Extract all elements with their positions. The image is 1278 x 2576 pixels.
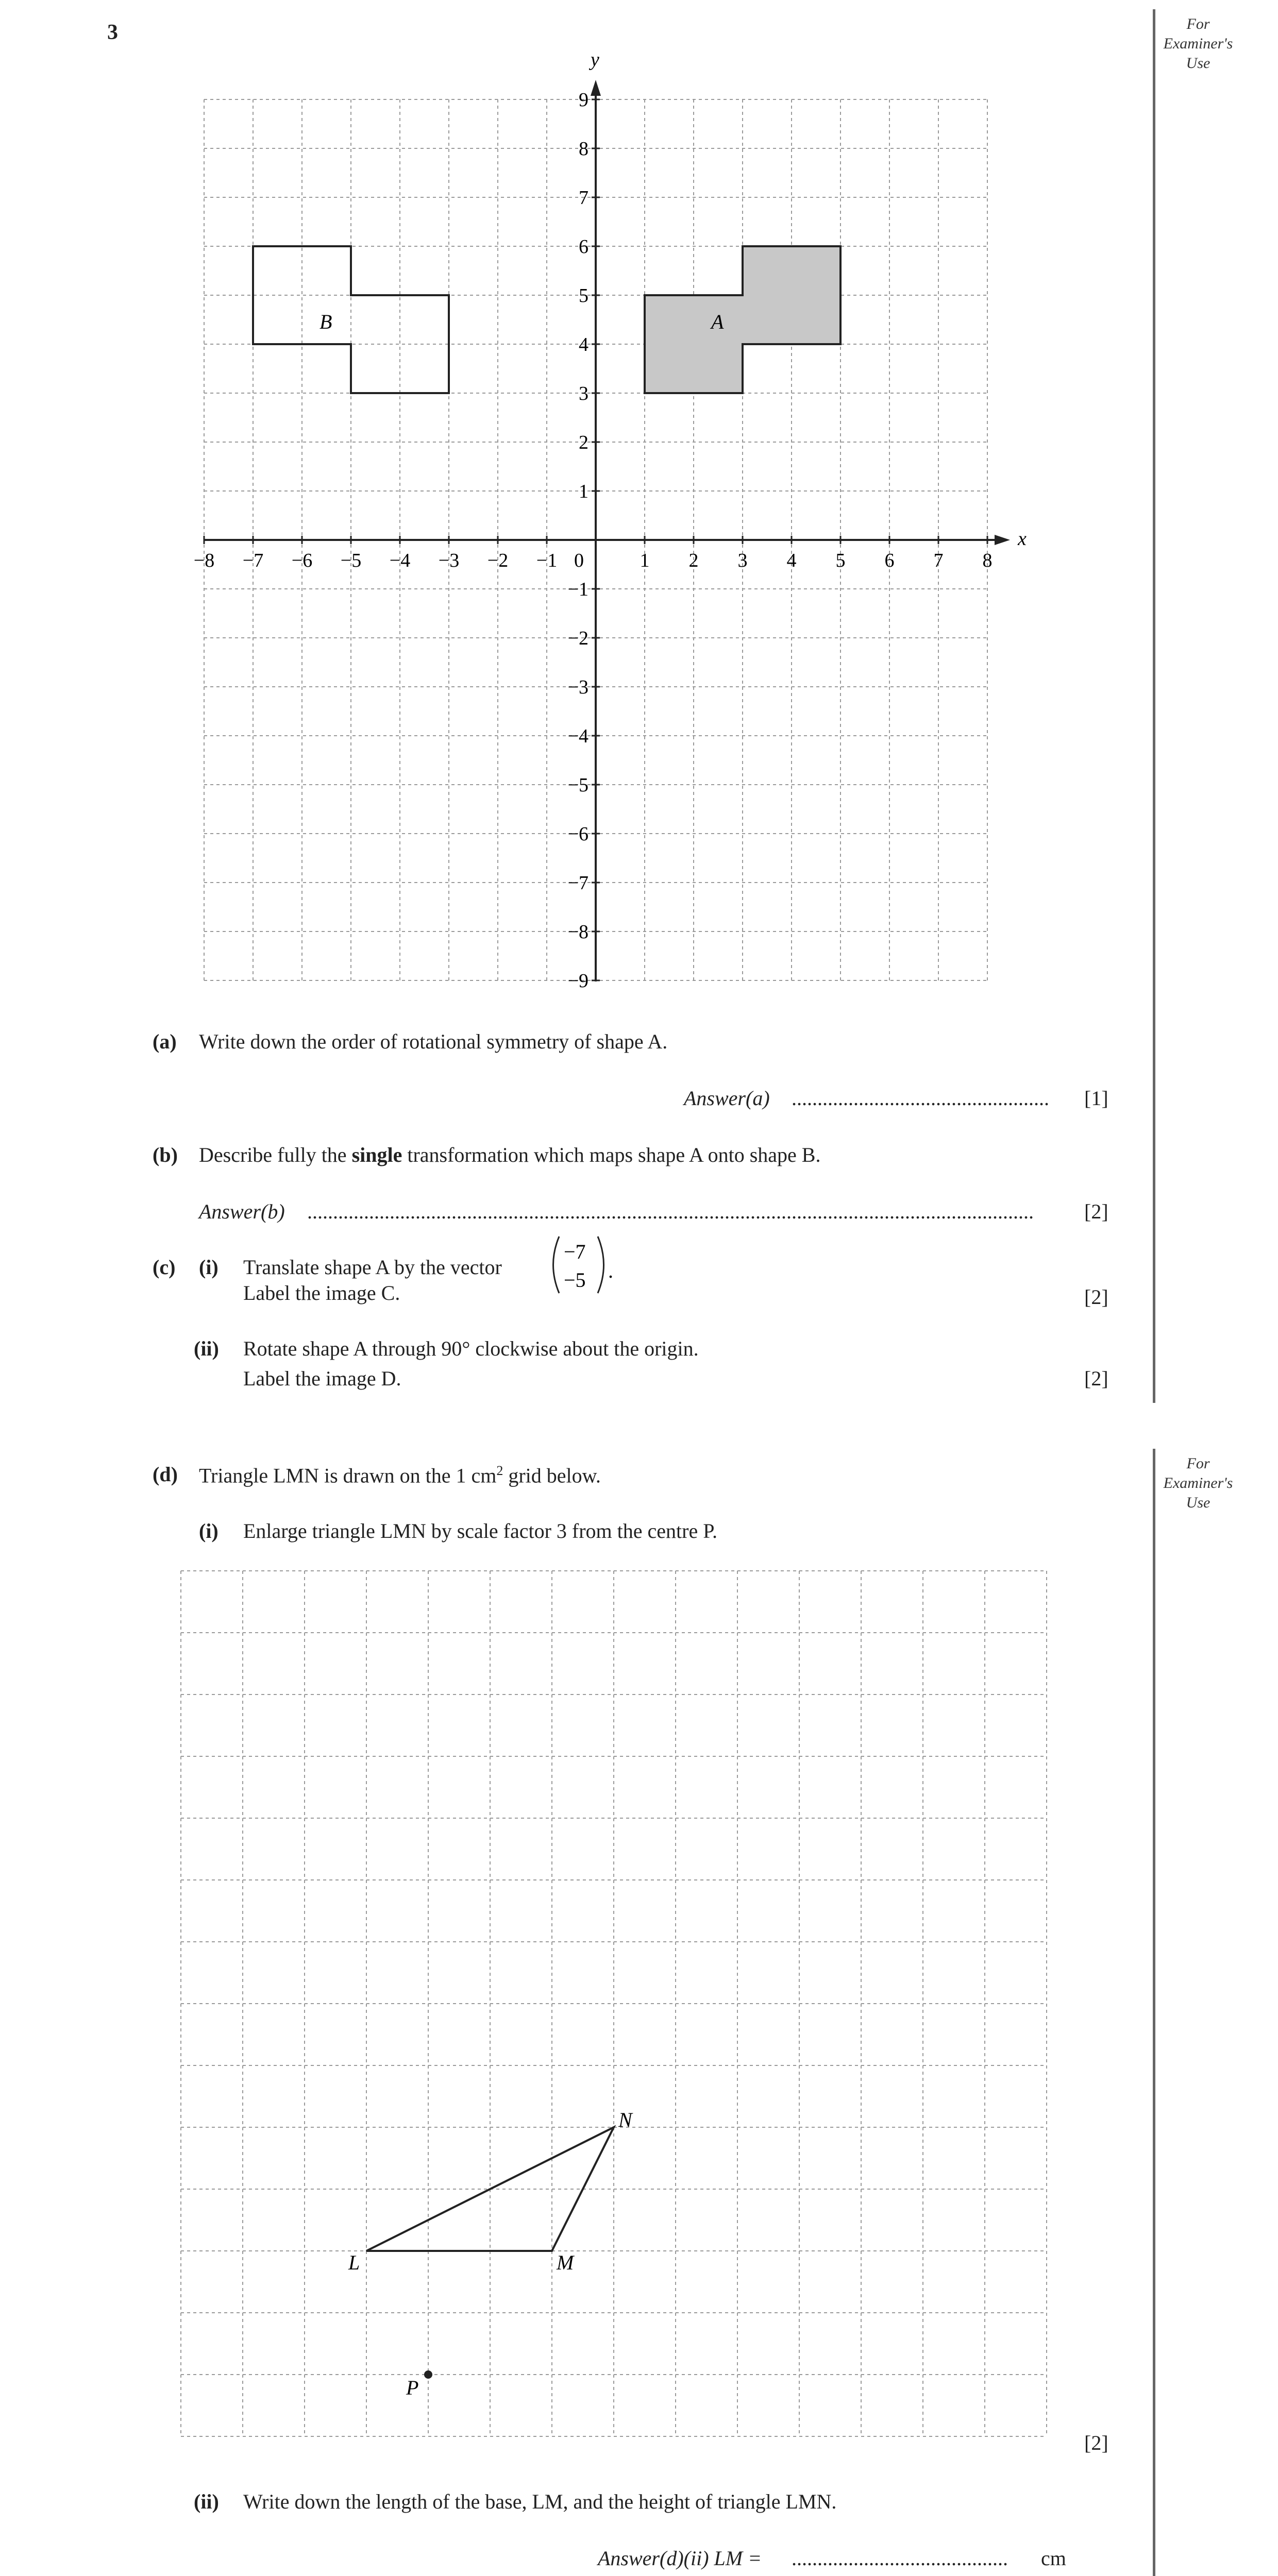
x-tick-label: −8 [193, 550, 215, 571]
examiner-margin-rule-bottom [1153, 1449, 1155, 2576]
x-tick-label: −2 [487, 550, 509, 571]
vector-top: −7 [564, 1240, 586, 1263]
y-tick-label: −3 [567, 676, 588, 698]
x-tick-label: 6 [884, 550, 895, 571]
part-a-marks: [1] [1084, 1087, 1108, 1110]
part-b-answer-label: Answer(b) [199, 1200, 285, 1223]
x-tick-labels [194, 536, 993, 571]
y-tick-label: 5 [579, 285, 588, 307]
part-b-question: Describe fully the single transformation which maps shape A onto shape B. [199, 1143, 821, 1166]
part-d-ii-answer1-unit: cm [1041, 2547, 1066, 2570]
part-a-letter: (a) [153, 1030, 177, 1053]
part-d-ii-answer1-label: Answer(d)(ii) LM = [598, 2547, 762, 2570]
vector-period: . [608, 1259, 613, 1282]
part-a-answer-line[interactable]: .................................................. [792, 1087, 1049, 1110]
question-number: 3 [107, 21, 118, 44]
part-c-i-marks: [2] [1084, 1285, 1108, 1309]
part-a-answer-label: Answer(a) [684, 1087, 770, 1110]
x-tick-label: −3 [438, 550, 460, 571]
part-d-ii-answer1-line[interactable]: .......................................... [792, 2547, 1008, 2570]
y-tick-label: −6 [567, 823, 588, 845]
x-tick-label: −7 [242, 550, 264, 571]
part-c-ii-line1: Rotate shape A through 90° clockwise about the origin. [243, 1337, 699, 1360]
y-tick-label: −2 [567, 628, 588, 649]
part-d-intro: Triangle LMN is drawn on the 1 $cm^2$ grid below. [199, 1463, 601, 1487]
x-tick-label: 4 [786, 550, 797, 571]
x-tick-label: 3 [737, 550, 748, 571]
part-d-i-question: Enlarge triangle LMN by scale factor 3 from the centre P. [243, 1519, 718, 1543]
y-tick-label: 7 [579, 187, 588, 209]
part-c-ii-line2: Label the image D. [243, 1367, 401, 1390]
part-d-ii-numeral: (ii) [194, 2490, 219, 2513]
label-l: L [348, 2251, 360, 2274]
shape-a [645, 246, 840, 393]
y-axis-arrow [591, 80, 601, 96]
part-c-letter: (c) [153, 1256, 176, 1279]
label-m: M [557, 2251, 574, 2274]
x-tick-label: 5 [835, 550, 846, 571]
y-tick-label: 3 [579, 383, 588, 404]
origin-label: 0 [574, 550, 584, 571]
label-n: N [618, 2108, 632, 2131]
part-d-ii-question: Write down the length of the base, LM, and the height of triangle LMN. [243, 2490, 837, 2513]
part-c-ii-marks: [2] [1084, 1367, 1108, 1390]
y-tick-label: 6 [579, 236, 588, 258]
x-axis-label: x [1018, 528, 1027, 550]
y-tick-label: 2 [579, 432, 588, 453]
y-tick-label: 4 [579, 334, 588, 355]
x-tick-label: 8 [982, 550, 993, 571]
triangle-lmn [366, 2127, 614, 2251]
x-tick-label: −5 [340, 550, 362, 571]
y-tick-label: −5 [567, 774, 588, 796]
y-tick-label: 8 [579, 138, 588, 160]
vector-right-bracket [598, 1236, 604, 1293]
examiner-use-label-top: For Examiner's Use [1163, 15, 1233, 72]
point-p [424, 2370, 432, 2379]
label-p: P [406, 2376, 419, 2399]
y-tick-label: −1 [567, 579, 588, 600]
triangle-grid-lines [181, 1571, 1047, 2436]
examiner-use-label-bottom: For Examiner's Use [1163, 1455, 1233, 1511]
part-c-i-line2: Label the image C. [243, 1281, 400, 1304]
shape-a-label: A [711, 310, 724, 333]
x-tick-label: 7 [933, 550, 944, 571]
coordinate-grid [0, 0, 1278, 1010]
part-c-i-numeral: (i) [199, 1256, 218, 1279]
x-tick-label: −1 [536, 550, 558, 571]
y-axis-label: y [591, 49, 599, 71]
part-b-marks: [2] [1084, 1200, 1108, 1223]
x-tick-label: 1 [640, 550, 650, 571]
y-tick-label: 9 [579, 89, 588, 111]
y-tick-label: 1 [579, 481, 588, 502]
part-c-i-line1: Translate shape A by the vector [243, 1256, 502, 1279]
x-tick-label: −6 [291, 550, 313, 571]
part-b-answer-line[interactable]: ............................................................................................................................................. [307, 1201, 1034, 1222]
vector-left-bracket [553, 1236, 560, 1293]
part-a-question: Write down the order of rotational symmetry of shape A. [199, 1030, 668, 1053]
part-d-i-marks: [2] [1084, 2431, 1108, 2454]
part-d-i-numeral: (i) [199, 1519, 218, 1543]
part-b-letter: (b) [153, 1143, 178, 1166]
y-tick-label: −9 [567, 970, 588, 992]
part-c-ii-numeral: (ii) [194, 1337, 219, 1360]
y-tick-label: −4 [567, 725, 588, 747]
x-tick-label: −4 [389, 550, 411, 571]
y-tick-label: −8 [567, 921, 588, 943]
shape-b [253, 246, 449, 393]
part-d-letter: (d) [153, 1463, 178, 1486]
vector-bottom: −5 [564, 1268, 586, 1292]
shape-b-label: B [320, 310, 332, 333]
y-tick-label: −7 [567, 872, 588, 894]
x-axis-arrow [995, 535, 1010, 545]
x-tick-label: 2 [688, 550, 699, 571]
